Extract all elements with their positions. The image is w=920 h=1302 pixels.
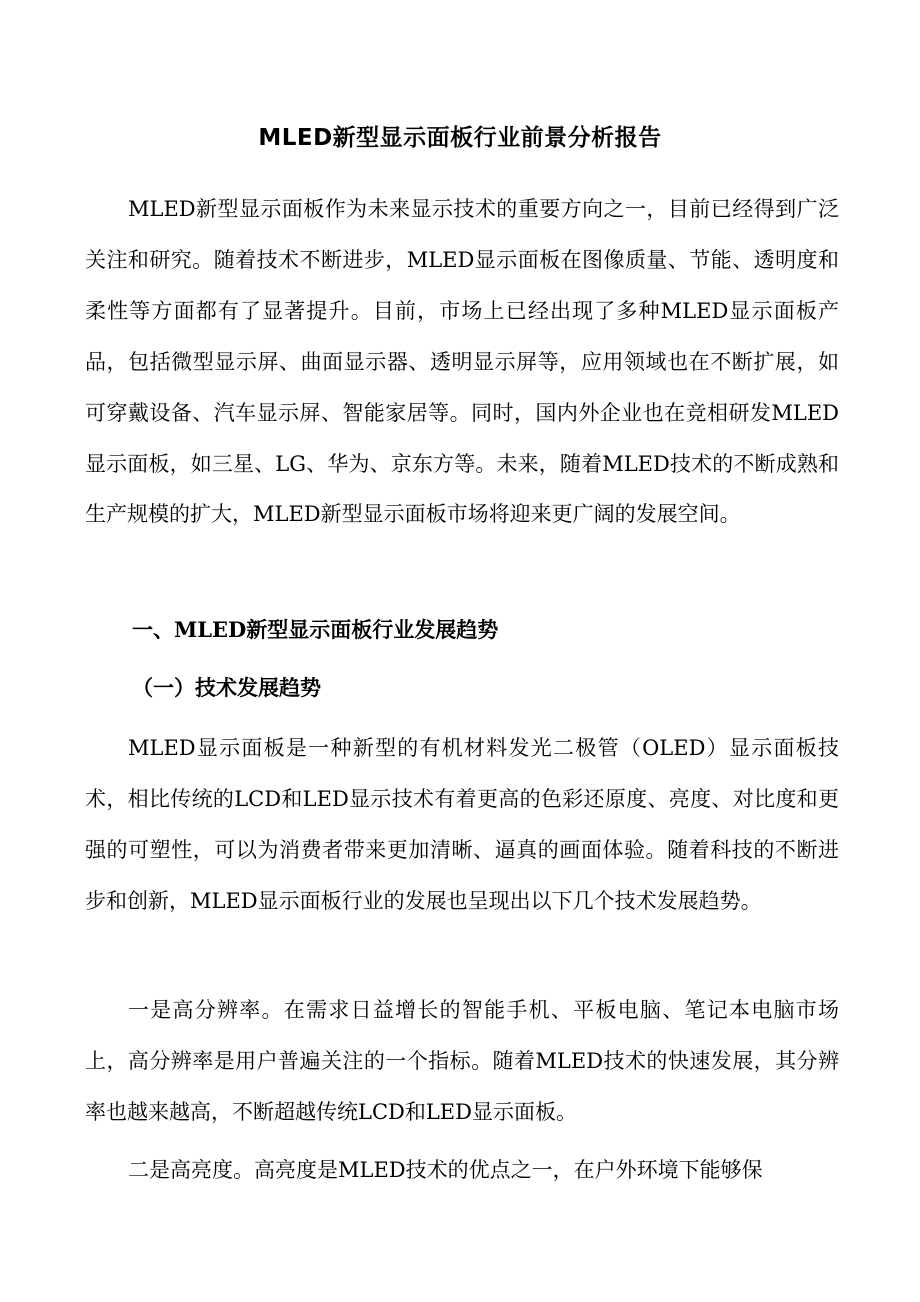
section-heading-trends: 一、MLED新型显示面板行业发展趋势 xyxy=(132,617,499,642)
subsection-heading-tech: （一）技术发展趋势 xyxy=(132,675,321,700)
intro-paragraph: MLED新型显示面板作为未来显示技术的重要方向之一，目前已经得到广泛关注和研究。随着技术不断进步，MLED显示面板在图像质量、节能、透明度和柔性等方面都有了显著提升。目前，市场上已经出现了多种MLED显示面板产品，包括微型显示屏、曲面显示器、透明显示屏等，应用领域也在不断扩展，如可穿戴设备、汽车显示屏、智能家居等。同时，国内外企业也在竞相研发MLED显示面板，如三星、LG、华为、京东方等。未来，随着MLED技术的不断成熟和生产规模的扩大，MLED新型显示面板市场将迎来更广阔的发展空间。 xyxy=(85,197,839,527)
tech-paragraph: MLED显示面板是一种新型的有机材料发光二极管（OLED）显示面板技术，相比传统的LCD和LED显示技术有着更高的色彩还原度、亮度、对比度和更强的可塑性，可以为消费者带来更加清晰、逼真的画面体验。随着科技的不断进步和创新，MLED显示面板行业的发展也呈现出以下几个技术发展趋势。 xyxy=(85,736,839,913)
brightness-paragraph: 二是高亮度。高亮度是MLED技术的优点之一，在户外环境下能够保 xyxy=(128,1158,763,1182)
page-title: MLED新型显示面板行业前景分析报告 xyxy=(258,125,662,151)
resolution-paragraph: 一是高分辨率。在需求日益增长的智能手机、平板电脑、笔记本电脑市场上，高分辨率是用户普遍关注的一个指标。随着MLED技术的快速发展，其分辨率也越来越高，不断超越传统LCD和LED显示面板。 xyxy=(85,998,839,1124)
